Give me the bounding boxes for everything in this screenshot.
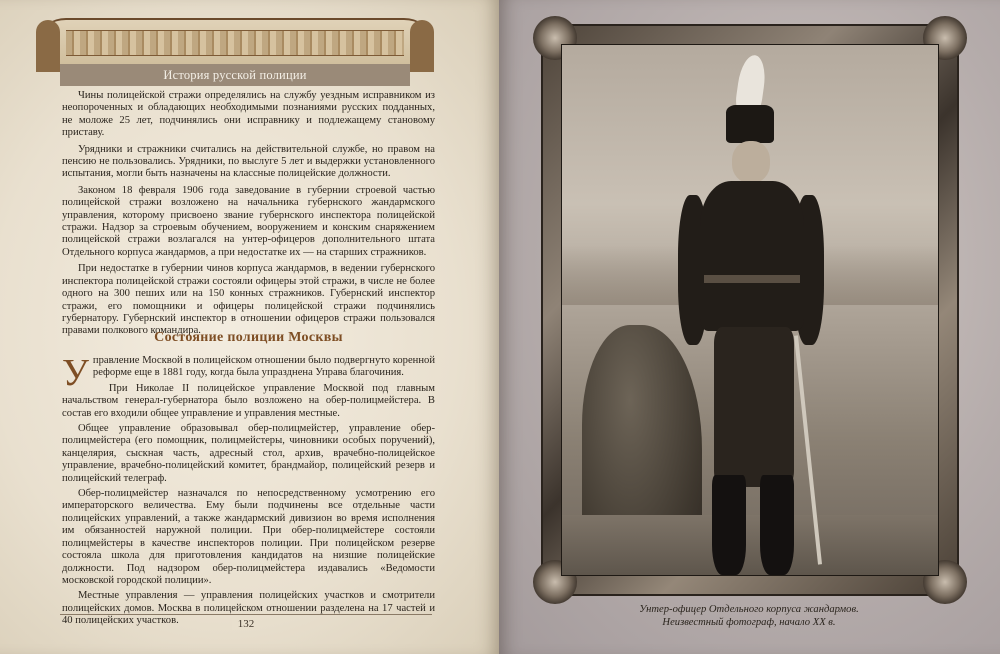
- trousers: [714, 327, 794, 487]
- page-number: 132: [232, 618, 261, 630]
- ornament-band: [66, 30, 404, 56]
- ornate-photo-frame: [541, 24, 959, 596]
- face: [732, 141, 770, 183]
- boot: [760, 475, 794, 575]
- body-text-top: [62, 90, 435, 342]
- body-text-section: [62, 352, 435, 631]
- belt: [704, 275, 800, 283]
- left-page: [0, 0, 499, 654]
- soldier-photograph: [561, 44, 939, 576]
- ornament-cap-right: [410, 20, 434, 72]
- paragraph: Чины полицейской стражи определялись на службу уездным исправником из неопороченных и обладающих необходимыми познаниями русских подданных, не моложе 25 лет, подчинялись они исправнику и подлежащему становому приставу.: [62, 90, 435, 139]
- section-first-paragraph: [62, 352, 435, 394]
- caption-line: Унтер-офицер Отдельного корпуса жандармов.: [639, 604, 859, 615]
- uniform-tunic: [700, 181, 804, 331]
- hat: [726, 105, 774, 143]
- section-title: Состояние полиции Москвы: [154, 330, 343, 345]
- saber: [794, 335, 822, 564]
- paragraph: Общее управление образовывал обер-полицмейстер, управление обер-полицмейстера (его помощник, полицмейстеры, чиновники особых поручений), канцелярия, сыскная часть, адресный стол, архив, врачебно-полицейское управление, врачебно-полицейский комитет, брандмайор, полицейский резерв и полицейский телеграф.: [62, 423, 435, 484]
- paragraph: Урядники и стражники считались на действительной службе, но правом на пенсию не пользовались. Урядники, по выслуге 5 лет и выдержки установленного испытания, могли быть назначены на классные полицейские должности.: [62, 143, 435, 180]
- paragraph: Обер-полицмейстер назначался по непосредственному усмотрению его императорского величества. Ему были подчинены все отдельные части полицейских управлений, а также жандармский дивизион во время исполнения им обязанностей наружной полиции. При обер-полицмейстере состояли полицмейстеры в качестве инспекторов полиции. При полицейском резерве состояла школа для приготовления кандидатов на низшие полицейские должности. Под надзором обер-полицмейстера издавались «Ведомости московской городской полиции».: [62, 488, 435, 586]
- paragraph: При Николае II полицейское управление Москвой под главным начальством генерал-губернатора было возложено на обер-полицмейстера. В состав его входили общее управление и управления местные.: [62, 382, 435, 419]
- paragraph: При недостатке в губернии чинов корпуса жандармов, в ведении губернского инспектора полицейской стражи состояли офицеры этой стражи, в числе не более одного на 300 пеших или на 150 конных стражников. Губернский инспектор стражи, его помощники и офицеры полицейской стражи подчинялись губернатору. Губернский инспектор в отношении офицеров стражи пользовался правами полкового командира.: [62, 263, 435, 337]
- dropcap: У: [62, 352, 89, 394]
- right-page: [499, 0, 1000, 654]
- caption-line: Неизвестный фотограф, начало XX в.: [662, 616, 836, 628]
- page-number-bar: [60, 614, 432, 633]
- paragraph: Местные управления — управления полицейских участков и смотрители полицейских домов. Москва в полицейском отношении разделена на 17 частей и 40 полицейских участков.: [62, 590, 435, 627]
- photo-caption: [559, 604, 939, 629]
- soldier-figure: [672, 55, 832, 575]
- running-head: История русской полиции: [60, 64, 410, 86]
- ornament-cap-left: [36, 20, 60, 72]
- paragraph: Законом 18 февраля 1906 года заведование в губернии строевой частью полицейской стражи возложено на начальника губернского жандармского управления, которому присвоено звание губернского инспектора полицейской стражи. Надзор за строевым обучением, вооружением и конским снаряжением полицейской стражи возлагался на унтер-офицеров дополнительного штата Отдельного корпуса жандармов, а при недостатке их — на старших стражников.: [62, 184, 435, 258]
- section-first-text: правление Москвой в полицейском отношении было подвергнуто коренной реформе еще в 1881 году, когда была упразднена Управа благочиния.: [92, 355, 435, 379]
- boot: [712, 475, 746, 575]
